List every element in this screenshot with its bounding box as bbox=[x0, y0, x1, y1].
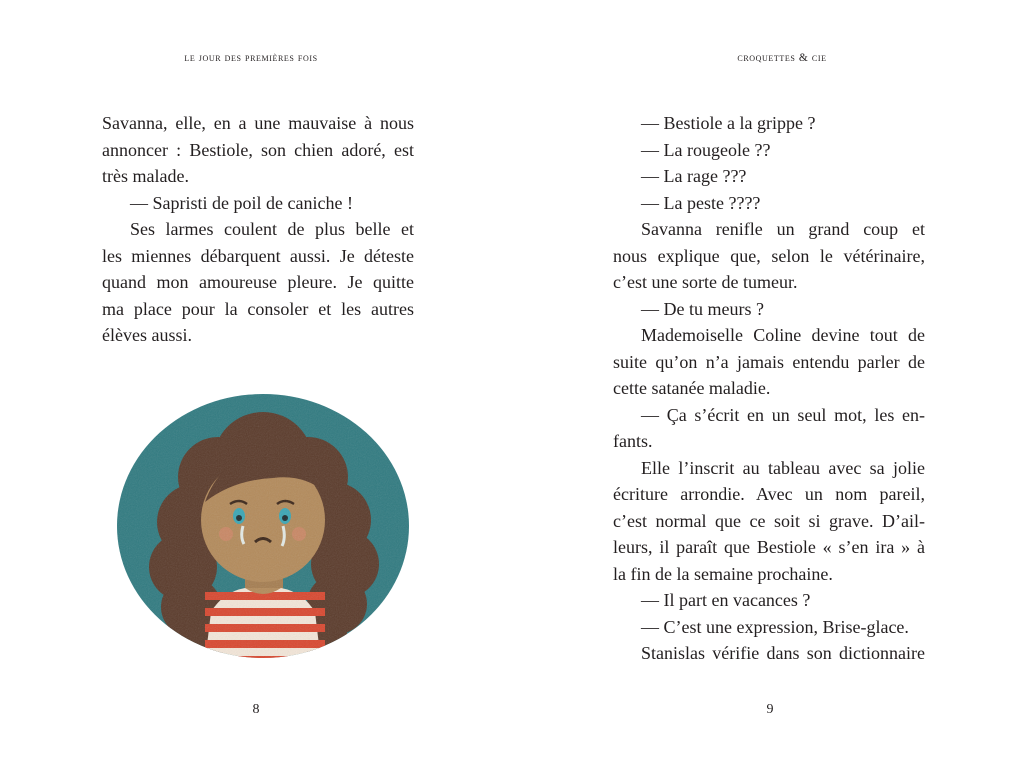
running-head-right: croquettes & cie bbox=[737, 52, 827, 64]
text-line: nous explique que, selon le vétérinaire, bbox=[613, 245, 925, 266]
text-line: Mademoiselle Coline devine tout de bbox=[641, 325, 925, 345]
text-line: Savanna, elle, en a une mauvaise à nous bbox=[102, 113, 414, 133]
text-line: leurs, il paraît que Bestiole « s’en ira » à bbox=[613, 537, 925, 557]
text-line: les miennes débarquent aussi. Je déteste bbox=[102, 245, 414, 266]
text-line: cette satanée maladie. bbox=[613, 378, 771, 398]
text-line: — Il part en vacances ? bbox=[641, 590, 811, 610]
text-line: — La rougeole ?? bbox=[641, 139, 771, 160]
page-number-left: 8 bbox=[252, 702, 260, 717]
right-page-text bbox=[613, 110, 925, 667]
crying-girl-illustration-icon bbox=[113, 392, 413, 662]
text-line: — De tu meurs ? bbox=[641, 298, 764, 319]
text-line: suite qu’on n’a jamais entendu parler de bbox=[613, 351, 925, 372]
text-line: annoncer : Bestiole, son chien adoré, est bbox=[102, 139, 414, 160]
right-page bbox=[512, 0, 1024, 768]
text-line: — Ça s’écrit en un seul mot, les en- bbox=[641, 404, 925, 425]
text-line: Elle l’inscrit au tableau avec sa jolie bbox=[641, 457, 925, 478]
text-line: — Sapristi de poil de caniche ! bbox=[130, 192, 353, 213]
text-line: écriture arrondie. Avec un nom pareil, bbox=[613, 484, 925, 504]
text-line: Savanna renifle un grand coup et bbox=[641, 219, 925, 239]
text-line: Stanislas vérifie dans son dictionnaire bbox=[641, 643, 925, 663]
running-head-left: le jour des premières fois bbox=[184, 52, 318, 64]
text-line: quand mon amoureuse pleure. Je quitte bbox=[102, 272, 414, 292]
text-line: très malade. bbox=[102, 166, 189, 186]
left-page-text bbox=[102, 110, 414, 349]
text-line: c’est une sorte de tumeur. bbox=[613, 272, 798, 292]
text-line: Ses larmes coulent de plus belle et bbox=[130, 219, 414, 239]
text-line: — La peste ???? bbox=[641, 192, 761, 213]
text-line: — La rage ??? bbox=[641, 166, 747, 186]
text-line: — Bestiole a la grippe ? bbox=[641, 113, 816, 133]
text-line: la fin de la semaine prochaine. bbox=[613, 563, 833, 584]
page-number-right: 9 bbox=[766, 702, 774, 717]
text-line: fants. bbox=[613, 431, 653, 451]
text-line: c’est normal que ce soit si grave. D’ail- bbox=[613, 510, 925, 531]
text-line: élèves aussi. bbox=[102, 325, 192, 345]
text-line: — C’est une expression, Brise-glace. bbox=[641, 616, 909, 637]
text-line: ma place pour la consoler et les autres bbox=[102, 298, 414, 319]
